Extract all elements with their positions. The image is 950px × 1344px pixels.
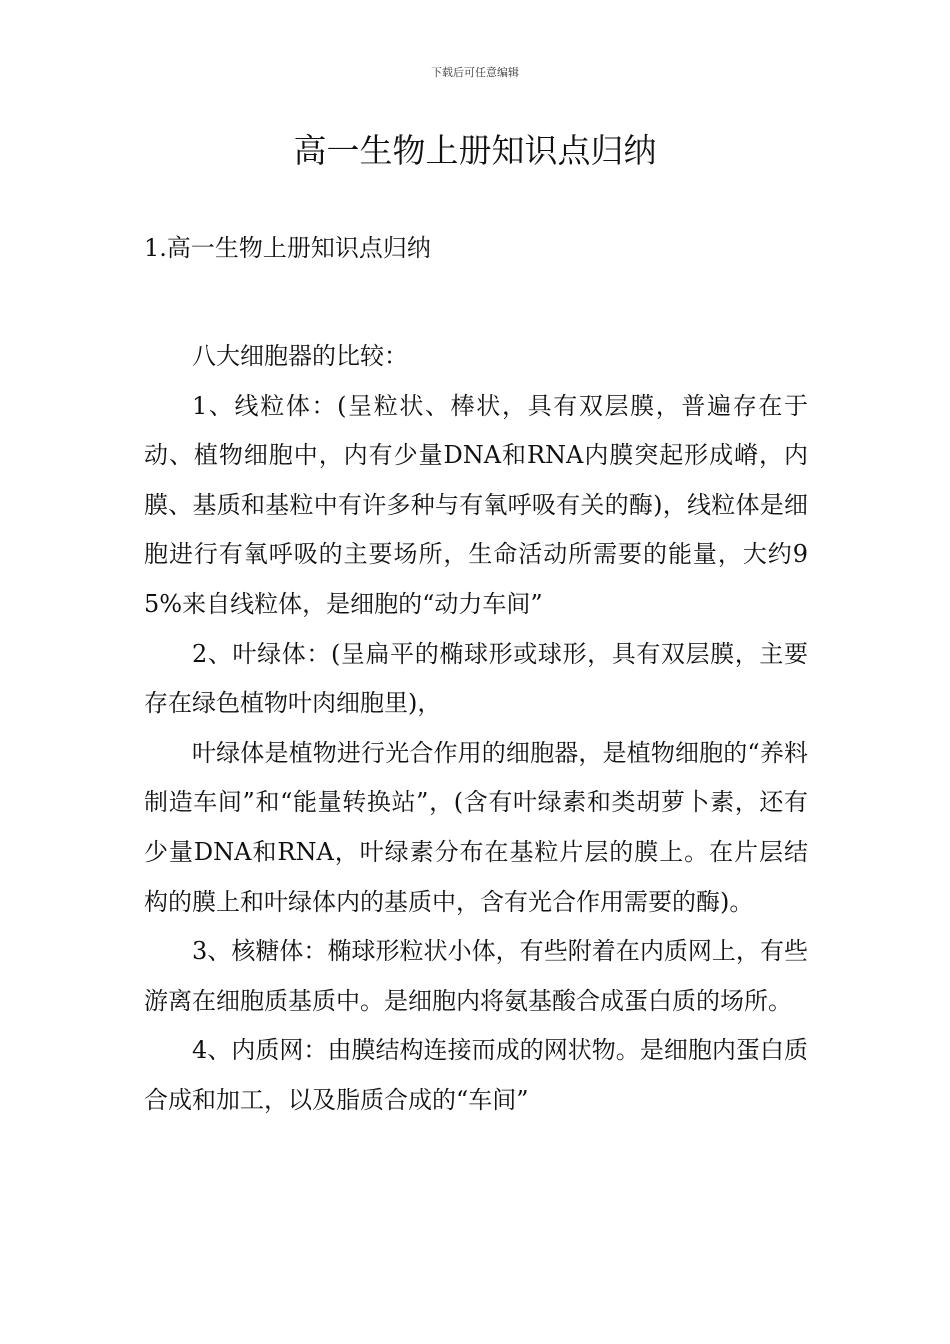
header-note: 下载后可任意编辑 (431, 66, 519, 79)
paragraph-endoplasmic-reticulum: 4、内质网：由膜结构连接而成的网状物。是细胞内蛋白质合成和加工，以及脂质合成的“车间” (144, 1036, 808, 1114)
paragraph-ribosome: 3、核糖体：椭球形粒状小体，有些附着在内质网上，有些游离在细胞质基质中。是细胞内将氨基酸合成蛋白质的场所。 (144, 937, 808, 1015)
document-body (144, 332, 808, 1126)
paragraph-chloroplast-function: 叶绿体是植物进行光合作用的细胞器，是植物细胞的“养料制造车间”和“能量转换站”，(含有叶绿素和类胡萝卜素，还有少量DNA和RNA，叶绿素分布在基粒片层的膜上。在片层结构的膜上和叶绿体内的基质中，含有光合作用需要的酶)。 (144, 738, 808, 916)
page-title: 高一生物上册知识点归纳 (293, 131, 657, 170)
paragraph-mitochondria: 1、线粒体：(呈粒状、棒状，具有双层膜，普遍存在于动、植物细胞中，内有少量DNA和RNA内膜突起形成嵴，内膜、基质和基粒中有许多种与有氧呼吸有关的酶)，线粒体是细胞进行有氧呼吸的主要场所，生命活动所需要的能量，大约95%来自线粒体，是细胞的“动力车间” (144, 391, 808, 618)
paragraph-intro: 八大细胞器的比较： (192, 342, 408, 370)
section-heading: 1.高一生物上册知识点归纳 (144, 234, 431, 262)
paragraph-chloroplast: 2、叶绿体：(呈扁平的椭球形或球形，具有双层膜，主要存在绿色植物叶肉细胞里)， (144, 639, 808, 718)
